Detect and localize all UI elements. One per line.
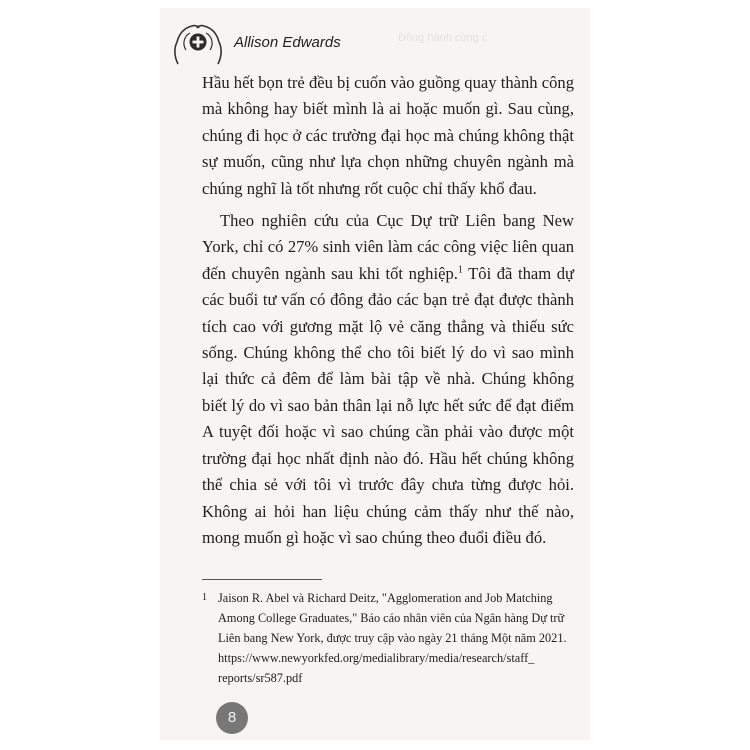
footnote-url: reports/sr587.pdf [218, 671, 303, 685]
running-title: Đồng hành cùng c [398, 32, 488, 44]
footnote-line: Liên bang New York, được truy cập vào ngày 21 tháng Một năm 2021. [218, 631, 567, 645]
book-page [160, 8, 590, 740]
body-text [202, 70, 574, 557]
paragraph-text: Theo nghiên cứu của Cục Dự trữ Liên bang New York, chỉ có 27% sinh viên làm các công việc liên quan đến chuyên ngành sau khi tốt nghiệp. [202, 211, 574, 283]
author-name: Allison Edwards [234, 34, 341, 51]
footnote-url: https://www.newyorkfed.org/medialibrary/media/research/staff_ [218, 651, 535, 665]
paragraph-text: Tôi đã tham dự các buổi tư vấn có đông đảo các bạn trẻ đạt được thành tích cao với gương mặt lộ vẻ căng thẳng và thiếu sức sống. Chúng không thể cho tôi biết lý do vì sao mình lại thức cả đêm để làm bài tập về nhà. Chúng không biết lý do vì sao bản thân lại nỗ lực hết sức để đạt điểm A tuyệt đối hoặc vì sao chúng cần phải vào được một trường đại học nhất định nào đó. Hầu hết chúng không thể chia sẻ với tôi vì trước đây chưa từng được hỏi. Không ai hỏi han liệu chúng cảm thấy như thế nào, mong muốn gì hoặc vì sao chúng theo đuổi điều đó. [202, 263, 574, 547]
footnote-text [218, 588, 574, 688]
head-profile-logo-icon [168, 20, 228, 68]
footnote-reference: 1 [457, 264, 463, 276]
footnote-separator [202, 579, 322, 580]
footnote [202, 588, 574, 688]
paragraph: Hầu hết bọn trẻ đều bị cuốn vào guồng quay thành công mà không hay biết mình là ai hoặc muốn gì. Sau cùng, chúng đi học ở các trường đại học mà chúng không thật sự muốn, cũng như lựa chọn những chuyên ngành mà chúng nghĩ là tốt nhưng rốt cuộc chỉ thấy khổ đau. [202, 73, 574, 198]
paragraph [202, 208, 574, 551]
page-header [160, 18, 590, 62]
page-number-badge: 8 [216, 702, 248, 734]
footnote-line: Among College Graduates," Báo cáo nhân viên của Ngân hàng Dự trữ [218, 611, 565, 625]
footnote-number: 1 [202, 592, 207, 603]
footnote-line: Jaison R. Abel và Richard Deitz, "Agglomeration and Job Matching [218, 591, 553, 605]
